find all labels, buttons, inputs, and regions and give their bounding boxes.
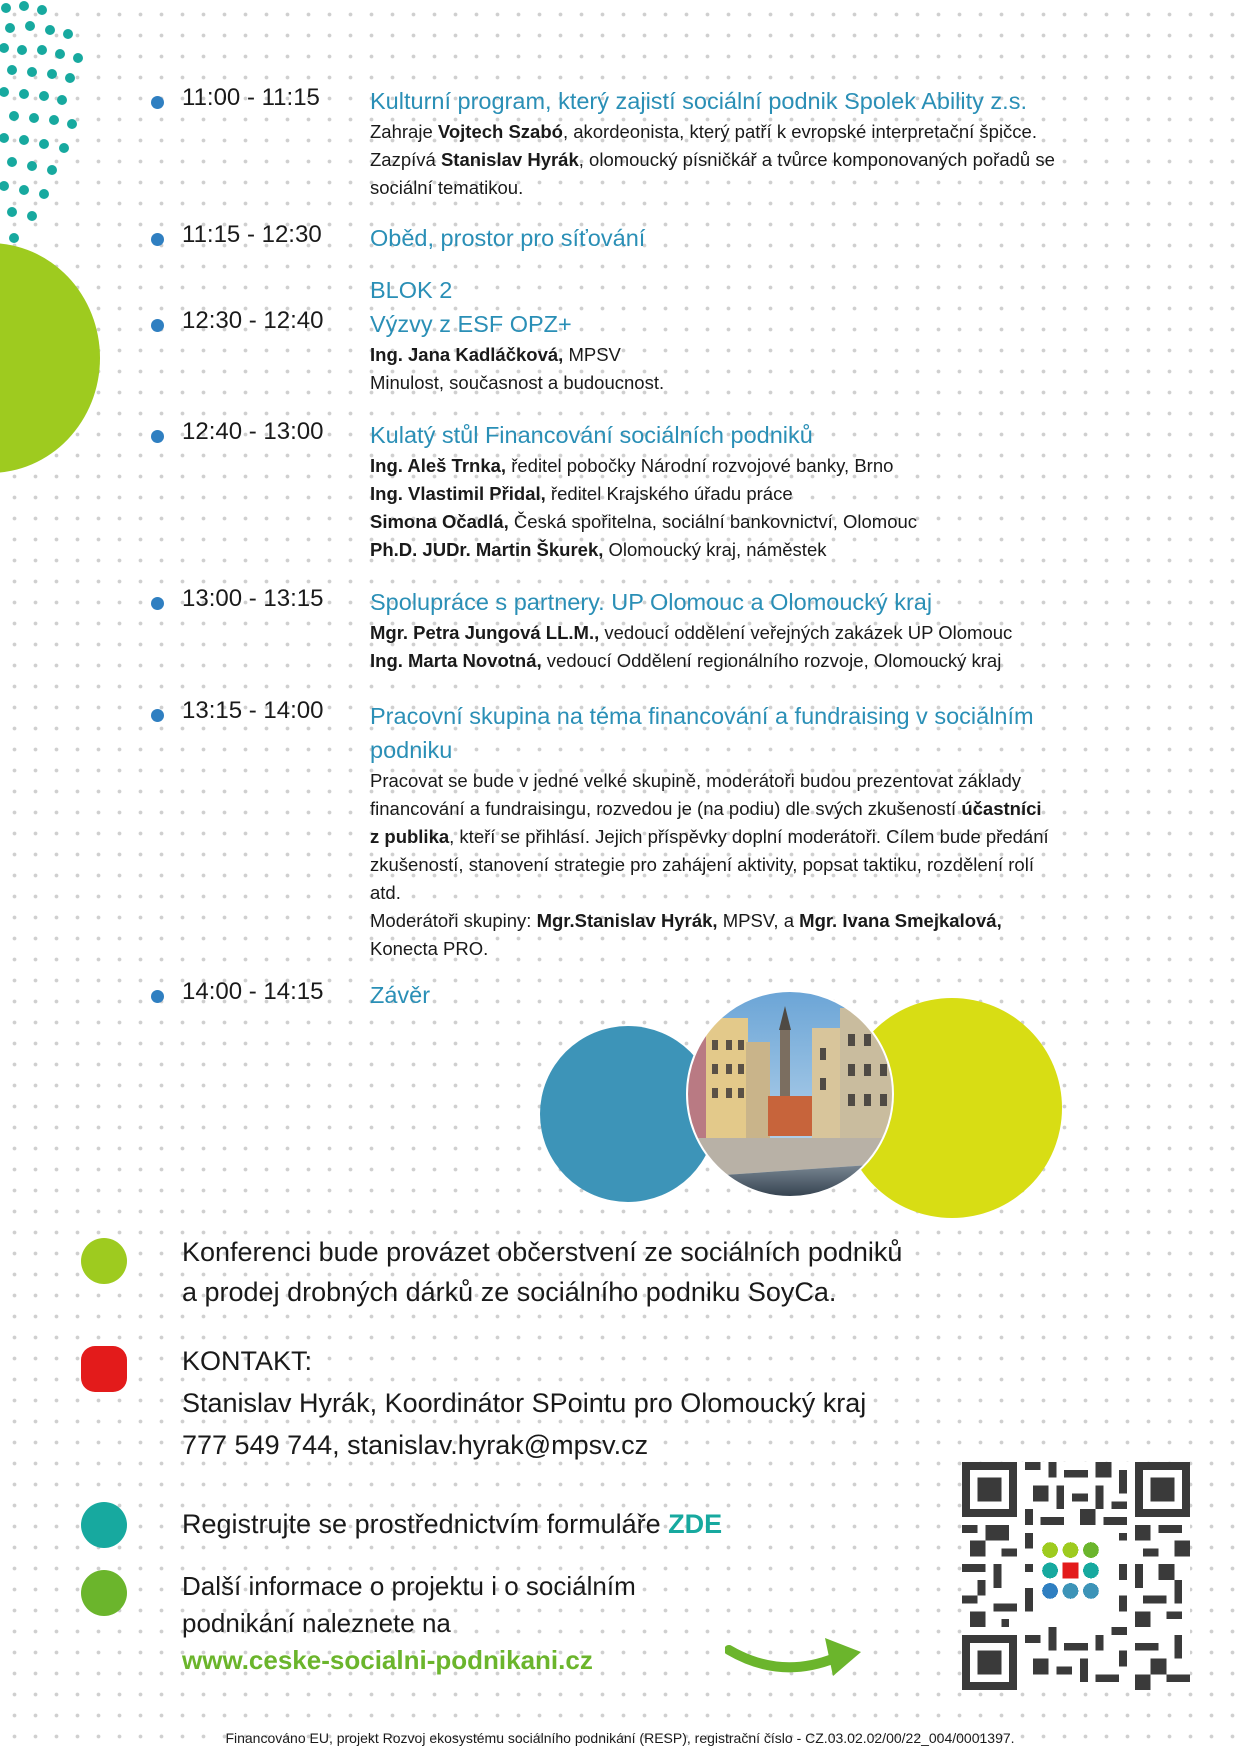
session-line: Ing. Aleš Trnka, ředitel pobočky Národní rozvojové banky, Brno: [370, 455, 894, 476]
funding-footer: Financováno EU, projekt Rozvoj ekosystému sociálního podnikání (RESP), registrační číslo - CZ.03.02.02/00/22_004/0001397.: [225, 1730, 1015, 1746]
session-line: Zahraje Vojtech Szabó, akordeonista, který patří k evropské interpretační špičce.: [370, 121, 1037, 142]
time-slot: 11:00 - 11:15: [182, 84, 320, 111]
session-line: Ing. Vlastimil Přidal, ředitel Krajského úřadu práce: [370, 483, 793, 504]
city-photo-composition: [530, 978, 1110, 1228]
time-slot: 12:30 - 12:40: [182, 307, 324, 334]
block-label: BLOK 2: [370, 277, 453, 303]
red-bullet-icon: [81, 1346, 127, 1392]
session-line: Konecta PRO.: [370, 938, 489, 959]
lime-bullet-icon: [81, 1238, 127, 1284]
registration-info: Registrujte se prostřednictvím formuláře ZDE: [182, 1509, 723, 1539]
time-slot: 11:15 - 12:30: [182, 221, 322, 248]
bullet-dot: [151, 990, 164, 1003]
session-line: Pracovat se bude v jedné velké skupině, moderátoři budou prezentovat základy: [370, 770, 1021, 791]
arrow-right-icon: [725, 1628, 865, 1698]
session-title: Pracovní skupina na téma financování a fundraising v sociálním: [370, 703, 1034, 729]
bullet-dot: [151, 96, 164, 109]
session-line: Ing. Jana Kadláčková, MPSV: [370, 344, 621, 365]
bullet-dot: [151, 597, 164, 610]
bullet-dot: [151, 430, 164, 443]
session-line: financování a fundraisingu, rozvedou je (na podiu) dle svých zkušeností účastníci: [370, 798, 1042, 819]
session-line: Zazpívá Stanislav Hyrák, olomoucký písničkář a tvůrce komponovaných pořadů se: [370, 149, 1055, 170]
bullet-dot: [151, 709, 164, 722]
contact-person: Stanislav Hyrák, Koordinátor SPointu pro Olomoucký kraj: [182, 1388, 867, 1418]
bullet-dot: [151, 319, 164, 332]
session-title: Závěr: [370, 982, 431, 1008]
session-title: Kulturní program, který zajistí sociální podnik Spolek Ability z.s.: [370, 88, 1027, 114]
green-bullet-icon: [81, 1570, 127, 1616]
bullet-dot: [151, 233, 164, 246]
contact-details[interactable]: 777 549 744, stanislav.hyrak@mpsv.cz: [182, 1430, 649, 1460]
refreshments-info: Konferenci bude provázet občerstvení ze sociálních podniků a prodej drobných dárků ze sociálního podniku SoyCa.: [182, 1237, 903, 1307]
more-info: Další informace o projektu i o sociálním podnikání naleznete na www.ceske-socialni-podnikani.cz: [182, 1568, 636, 1679]
session-title: Spolupráce s partnery. UP Olomouc a Olomoucký kraj: [370, 589, 933, 615]
contact-label: KONTAKT:: [182, 1346, 313, 1376]
session-line: atd.: [370, 882, 401, 903]
session-line: z publika, kteří se přihlásí. Jejich příspěvky doplní moderátoři. Cílem bude předání: [370, 826, 1049, 847]
session-line: Simona Očadlá, Česká spořitelna, sociální bankovnictví, Olomouc: [370, 511, 918, 532]
register-link[interactable]: ZDE: [668, 1509, 723, 1539]
teal-bullet-icon: [81, 1502, 127, 1548]
session-title: Kulatý stůl Financování sociálních podniků: [370, 422, 813, 448]
contact-info: [182, 1340, 866, 1466]
time-slot: 14:00 - 14:15: [182, 978, 324, 1005]
time-slot: 13:00 - 13:15: [182, 585, 324, 612]
session-line: Mgr. Petra Jungová LL.M., vedoucí oddělení veřejných zakázek UP Olomouc: [370, 622, 1013, 643]
session-line: sociální tematikou.: [370, 177, 524, 198]
decorative-dot-pattern: [0, 0, 90, 250]
session-line: zkušeností, stanovení strategie pro zahájení aktivity, popsat taktiku, rozdělení rolí: [370, 854, 1034, 875]
website-link[interactable]: www.ceske-socialni-podnikani.cz: [182, 1645, 593, 1675]
session-title: podniku: [370, 737, 453, 763]
decorative-green-circle: [0, 243, 100, 473]
time-slot: 12:40 - 13:00: [182, 418, 324, 445]
session-line: Minulost, současnost a budoucnost.: [370, 372, 665, 393]
session-line: Moderátoři skupiny: Mgr.Stanislav Hyrák, MPSV, a Mgr. Ivana Smejkalová,: [370, 910, 1002, 931]
time-slot: 13:15 - 14:00: [182, 697, 324, 724]
session-title: Oběd, prostor pro síťování: [370, 225, 646, 251]
session-line: Ing. Marta Novotná, vedoucí Oddělení regionálního rozvoje, Olomoucký kraj: [370, 650, 1002, 671]
session-title: Výzvy z ESF OPZ+: [370, 311, 572, 337]
qr-code[interactable]: [962, 1462, 1190, 1690]
session-line: Ph.D. JUDr. Martin Škurek, Olomoucký kraj, náměstek: [370, 539, 827, 560]
